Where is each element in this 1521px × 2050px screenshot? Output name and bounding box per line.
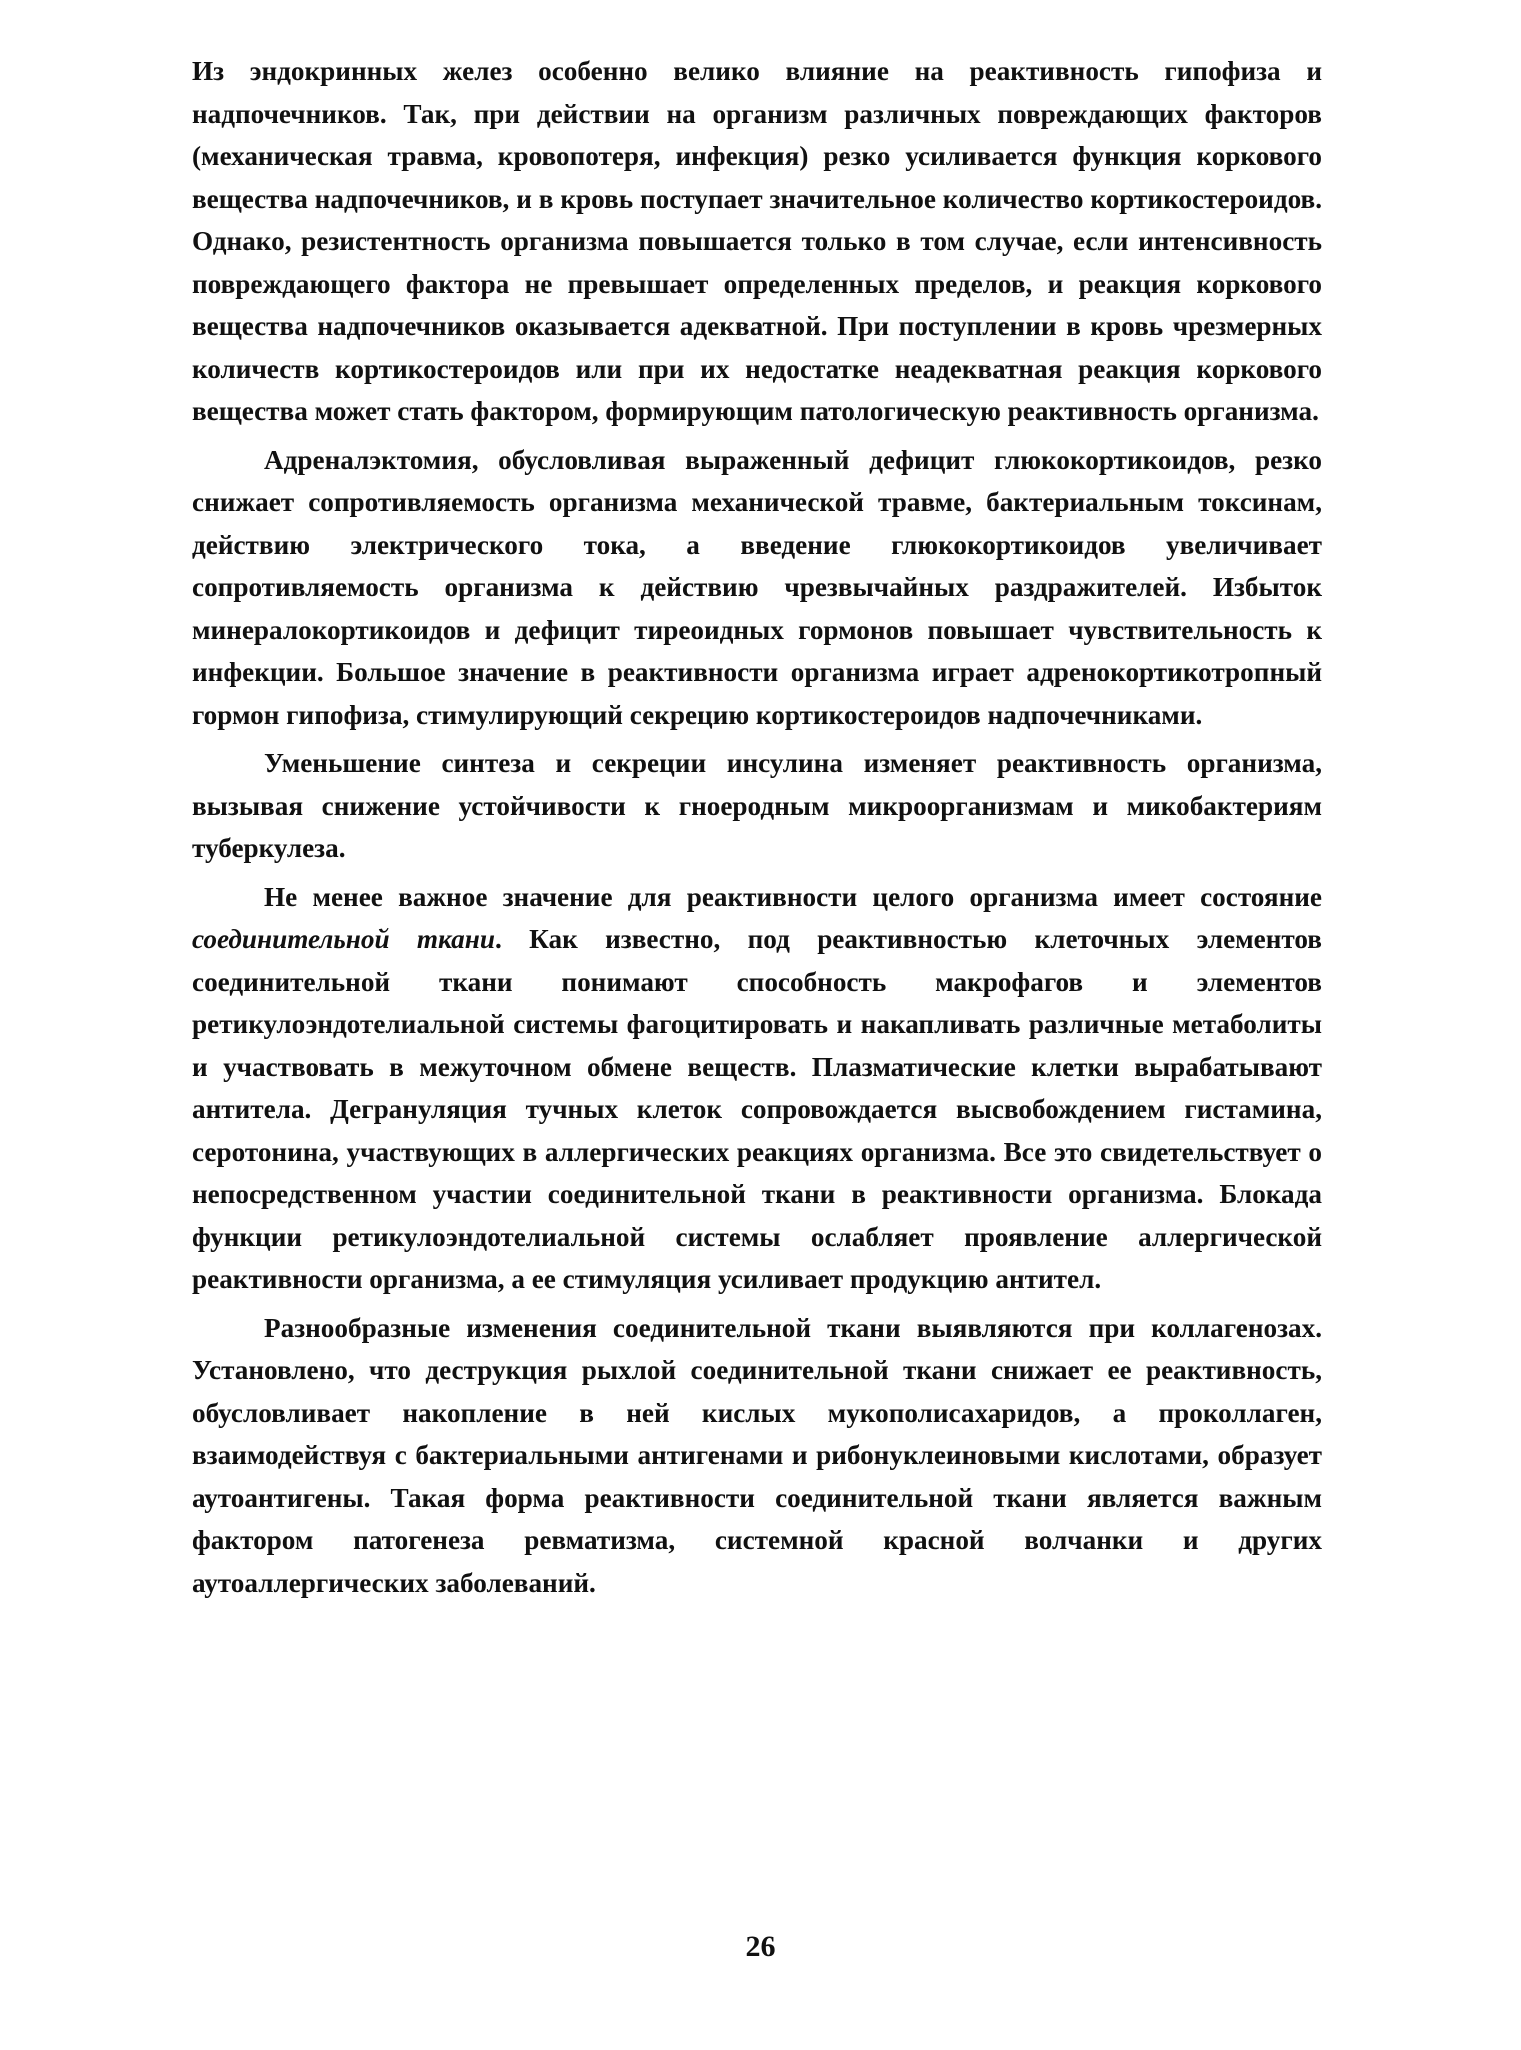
paragraph-adrenalectomy: Адреналэктомия, обусловливая выраженный дефицит глюкокортикоидов, резко снижает сопротивляемость организма механической травме, бактериальным токсинам, действию электрического тока, а введение глюкокортикоидов увеличивает сопротивляемость организма к действию чрезвычайных раздражителей. Избыток минералокортикоидов и дефицит тиреоидных гормонов повышает чувствительность к инфекции. Большое значение в реактивности организма играет адренокортикотропный гормон гипофиза, стимулирующий секрецию кортикостероидов надпочечниками. bbox=[192, 444, 1322, 730]
paragraph-connective-tissue-start: Не менее важное значение для реактивности целого организма имеет состояние bbox=[264, 881, 1322, 912]
paragraph-connective-tissue bbox=[192, 876, 1322, 1301]
paragraph-collagenoses: Разнообразные изменения соединительной ткани выявляются при коллагенозах. Установлено, что деструкция рыхлой соединительной ткани снижает ее реактивность, обусловливает накопление в ней кислых мукополисахаридов, а проколлаген, взаимодействуя с бактериальными антигенами и рибонуклеиновыми кислотами, образует аутоантигены. Такая форма реактивности соединительной ткани является важным фактором патогенеза ревматизма, системной красной волчанки и других аутоаллергических заболеваний. bbox=[192, 1312, 1322, 1598]
paragraph-connective-tissue-rest: . Как известно, под реактивностью клеточных элементов соединительной ткани понимают способность макрофагов и элементов ретикулоэндотелиальной системы фагоцитировать и накапливать различные метаболиты и участвовать в межуточном обмене веществ. Плазматические клетки вырабатывают антитела. Дегрануляция тучных клеток сопровождается высвобождением гистамина, серотонина, участвующих в аллергических реакциях организма. Все это свидетельствует о непосредственном участии соединительной ткани в реактивности организма. Блокада функции ретикулоэндотелиальной системы ослабляет проявление аллергической реактивности организма, а ее стимуляция усиливает продукцию антител. bbox=[192, 924, 1322, 1294]
paragraph-endocrine-glands: Из эндокринных желез особенно велико влияние на реактивность гипофиза и надпочечников. Так, при действии на организм различных повреждающих факторов (механическая травма, кровопотеря, инфекция) резко усиливается функция коркового вещества надпочечников, и в кровь поступает значительное количество кортикостероидов. Однако, резистентность организма повышается только в том случае, если интенсивность повреждающего фактора не превышает определенных пределов, и реакция коркового вещества надпочечников оказывается адекватной. При поступлении в кровь чрезмерных количеств кортикостероидов или при их недостатке неадекватная реакция коркового вещества может стать фактором, формирующим патологическую реактивность организма. bbox=[192, 56, 1322, 426]
paragraph-insulin: Уменьшение синтеза и секреции инсулина изменяет реактивность организма, вызывая снижение устойчивости к гноеродным микроорганизмам и микобактериям туберкулеза. bbox=[192, 748, 1322, 863]
emphasis-connective-tissue: соединительной ткани bbox=[192, 924, 495, 954]
page-number: 26 bbox=[745, 1930, 776, 1963]
body-text bbox=[192, 50, 1322, 1604]
